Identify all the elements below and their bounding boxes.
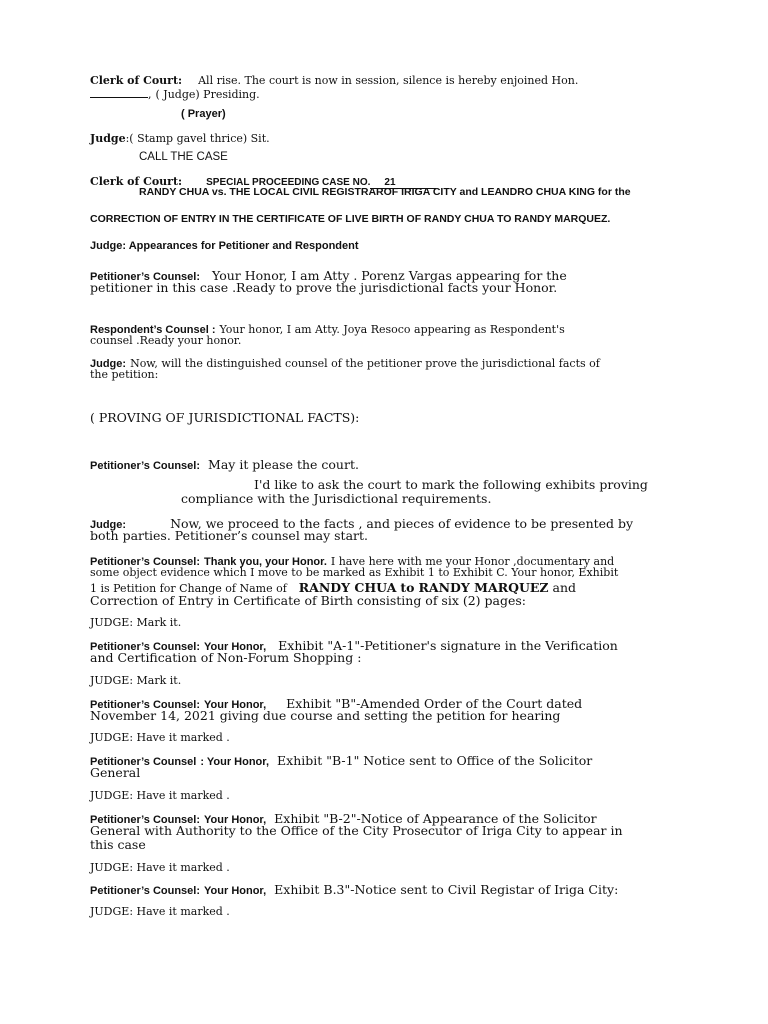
exhibit-b-line-1: Petitioner’s Counsel: Your Honor, Exhibit "B"-Amended Order of the Court dated [90,696,583,711]
exhibit-1-line-3: 1 is Petition for Change of Name of RANDY CHUA to RANDY MARQUEZ and [90,580,577,595]
exhibit-b2-line-2: General with Authority to the Office of the City Prosecutor of Iriga City to appear in [90,823,623,838]
clerk-line-2: , ( Judge) Presiding. [90,86,260,102]
petitioner-appearance-2: petitioner in this case .Ready to prove the jurisdictional facts your Honor. [90,280,558,295]
petitioner-please-line: Petitioner’s Counsel: May it please the court. [90,457,359,472]
judge-mark-2: JUDGE: Mark it. [90,674,182,687]
clerk-line-1: Clerk of Court: All rise. The court is now in session, silence is hereby enjoined Hon. [90,74,579,87]
exhibit-b-line-2: November 14, 2021 giving due course and setting the petition for hearing [90,708,561,723]
exhibit-b3-line-1: Petitioner’s Counsel: Your Honor, Exhibit B.3"-Notice sent to Civil Registar of Iriga City: [90,882,619,897]
exhibit-b2-line-1: Petitioner’s Counsel: Your Honor, Exhibit "B-2"-Notice of Appearance of the Solicitor [90,811,597,826]
judge-prove-line-1: Judge: Now, will the distinguished counsel of the petitioner prove the jurisdictional facts of [90,357,600,370]
case-number: 21 [370,178,436,189]
judge-appearances-line: Judge: Appearances for Petitioner and Respondent [90,240,359,252]
judge-prove-line-2: the petition: [90,368,159,381]
judge-mark-1: JUDGE: Mark it. [90,616,182,629]
prayer-line: ( Prayer) [181,108,226,120]
petitioner-mark-line-1: I'd like to ask the court to mark the following exhibits proving [254,477,648,492]
judge-marked-2: JUDGE: Have it marked . [90,789,230,802]
respondent-appearance-1: Respondent’s Counsel : Your honor, I am Atty. Joya Resoco appearing as Respondent's [90,323,565,336]
judge-marked-1: JUDGE: Have it marked . [90,731,230,744]
petitioner-appearance-1: Petitioner’s Counsel: Your Honor, I am Atty . Porenz Vargas appearing for the [90,268,567,283]
exhibit-1-line-4: Correction of Entry in Certificate of Birth consisting of six (2) pages: [90,593,527,608]
exhibit-1-line-2: some object evidence which I move to be marked as Exhibit 1 to Exhibit C. Your honor, Exhibit [90,566,619,579]
exhibit-a1-line-2: and Certification of Non-Forum Shopping : [90,650,362,665]
exhibit-b2-line-3: this case [90,837,146,852]
clerk-case-line: Clerk of Court: SPECIAL PROCEEDING CASE NO. 21 [90,173,436,189]
petitioner-mark-line-2: compliance with the Jurisdictional requirements. [181,491,492,506]
exhibit-a1-line-1: Petitioner’s Counsel: Your Honor, Exhibit "A-1"-Petitioner's signature in the Verification [90,638,618,653]
case-title-line-1: RANDY CHUA vs. THE LOCAL CIVIL REGISTRAROF IRIGA CITY and LEANDRO CHUA KING for the [139,186,631,198]
exhibit-b1-line-1: Petitioner’s Counsel : Your Honor, Exhibit "B-1" Notice sent to Office of the Solicitor [90,753,593,768]
respondent-appearance-2: counsel .Ready your honor. [90,334,242,347]
judge-proceed-line-2: both parties. Petitioner’s counsel may start. [90,528,368,543]
judge-name-blank [90,97,148,98]
judge-sit-line: Judge:( Stamp gavel thrice) Sit. [90,132,270,145]
call-case-line: CALL THE CASE [139,151,228,163]
judge-marked-3: JUDGE: Have it marked . [90,861,230,874]
section-heading: ( PROVING OF JURISDICTIONAL FACTS): [90,410,360,425]
case-title-line-2: CORRECTION OF ENTRY IN THE CERTIFICATE OF LIVE BIRTH OF RANDY CHUA TO RANDY MARQUEZ. [90,213,611,225]
exhibit-1-line-1: Petitioner’s Counsel: Thank you, your Honor. I have here with me your Honor ,documentary and [90,555,615,568]
judge-proceed-line-1: Judge: Now, we proceed to the facts , and pieces of evidence to be presented by [90,516,634,531]
judge-marked-4: JUDGE: Have it marked . [90,905,230,918]
exhibit-b1-line-2: General [90,765,141,780]
